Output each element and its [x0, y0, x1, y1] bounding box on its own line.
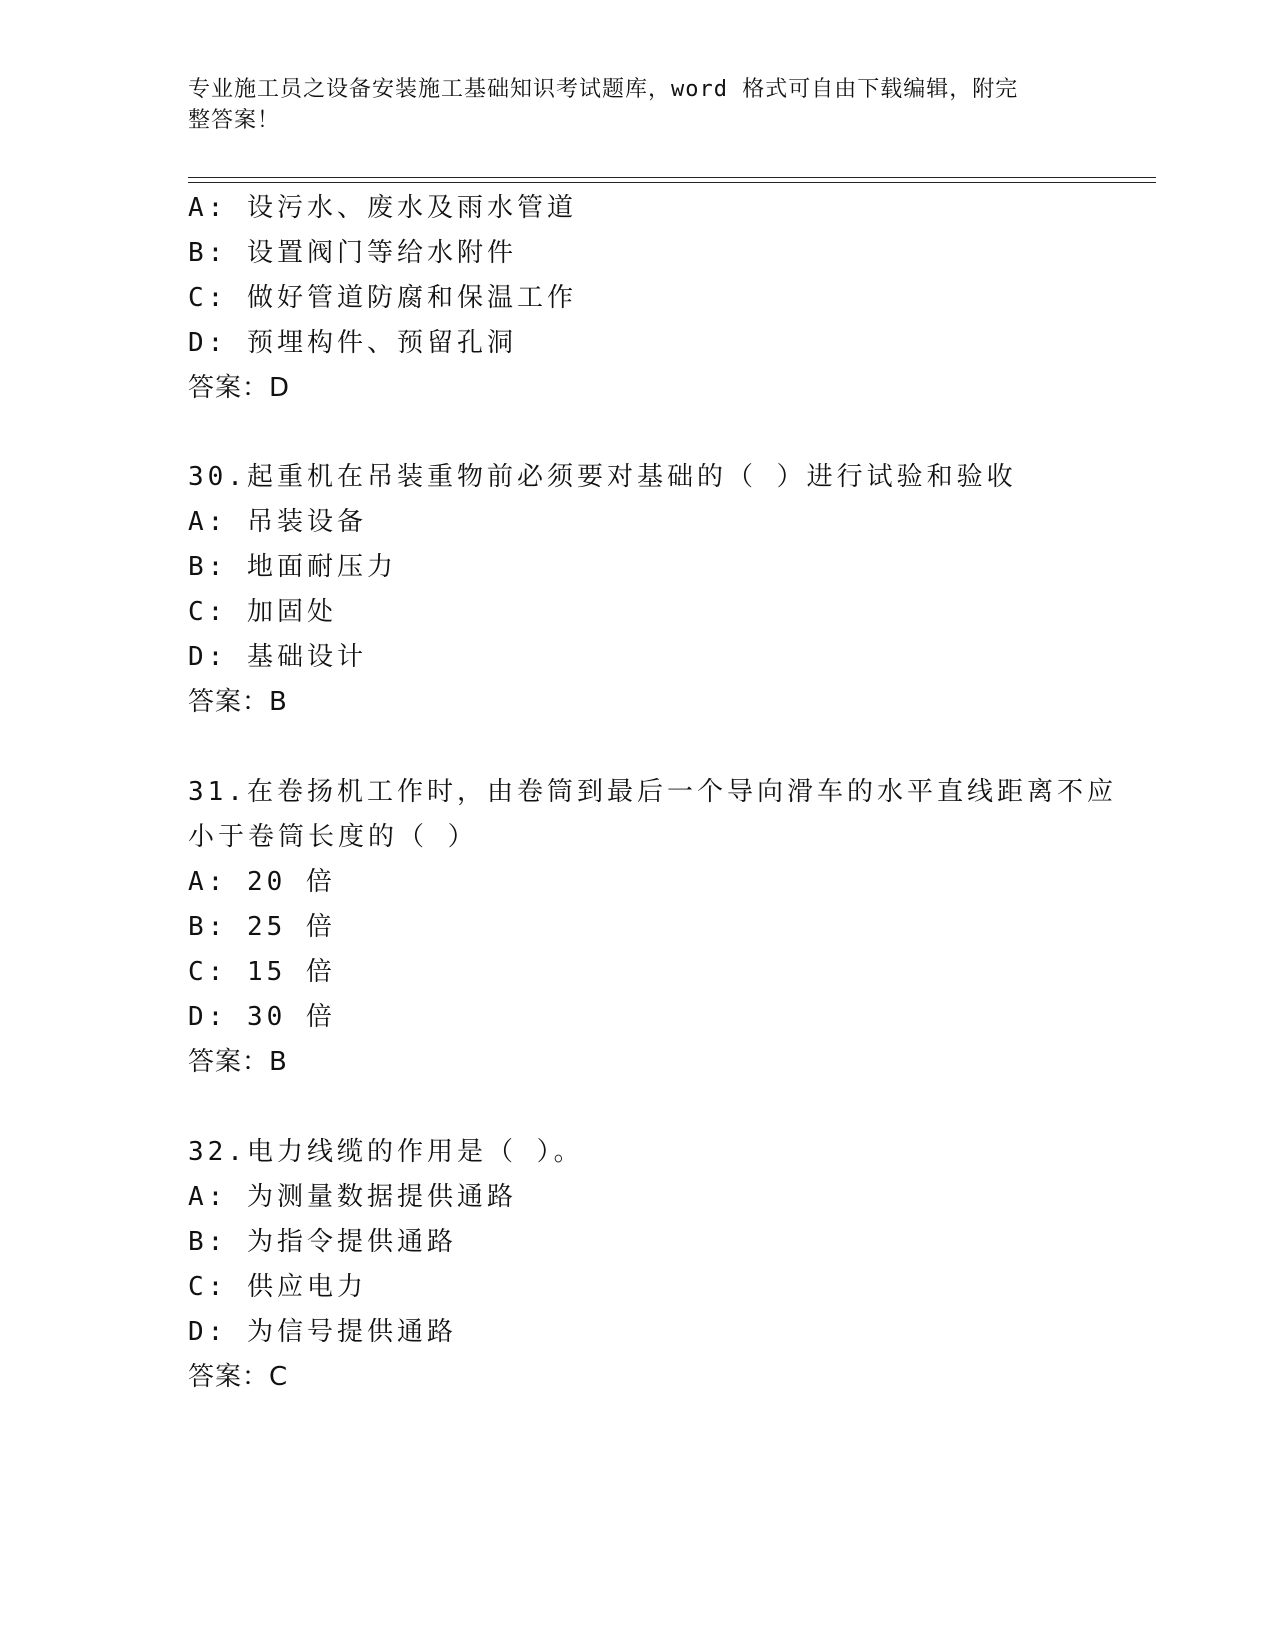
q32-option-c: C: 供应电力: [188, 1272, 367, 1302]
q32-option-b: B: 为指令提供通路: [188, 1227, 457, 1257]
q30-option-c: C: 加固处: [188, 597, 337, 627]
q29-option-b: B: 设置阀门等给水附件: [188, 238, 517, 268]
q30-question: 30.起重机在吊装重物前必须要对基础的（ ）进行试验和验收: [188, 462, 1017, 492]
q30-option-d: D: 基础设计: [188, 642, 367, 672]
header-divider-top: [188, 177, 1156, 178]
q31-option-b: B: 25 倍: [188, 912, 336, 942]
q32-question: 32.电力线缆的作用是（ ）。: [188, 1137, 584, 1167]
q31-option-a: A: 20 倍: [188, 867, 336, 897]
header-line-1: 专业施工员之设备安装施工基础知识考试题库，word 格式可自由下载编辑，附完: [188, 77, 1019, 102]
q32-option-a: A: 为测量数据提供通路: [188, 1182, 517, 1212]
q29-option-c: C: 做好管道防腐和保温工作: [188, 283, 577, 313]
document-header: [188, 74, 1068, 136]
q32-option-d: D: 为信号提供通路: [188, 1317, 457, 1347]
q31-option-d: D: 30 倍: [188, 1002, 336, 1032]
header-line-2: 整答案！: [188, 108, 281, 133]
q31-option-c: C: 15 倍: [188, 957, 336, 987]
header-divider-bottom: [188, 182, 1156, 183]
q29-option-d: D: 预埋构件、预留孔洞: [188, 328, 517, 358]
q30-answer: 答案：B: [188, 687, 288, 717]
q30-option-b: B: 地面耐压力: [188, 552, 397, 582]
q31-question-line-1: 31.在卷扬机工作时，由卷筒到最后一个导向滑车的水平直线距离不应: [188, 777, 1117, 807]
q29-answer: 答案：D: [188, 373, 291, 403]
q30-option-a: A: 吊装设备: [188, 507, 367, 537]
q31-question-line-2: 小于卷筒长度的（ ）: [188, 822, 478, 852]
q29-option-a: A: 设污水、废水及雨水管道: [188, 193, 577, 223]
q32-answer: 答案：C: [188, 1362, 289, 1392]
q31-answer: 答案：B: [188, 1047, 288, 1077]
